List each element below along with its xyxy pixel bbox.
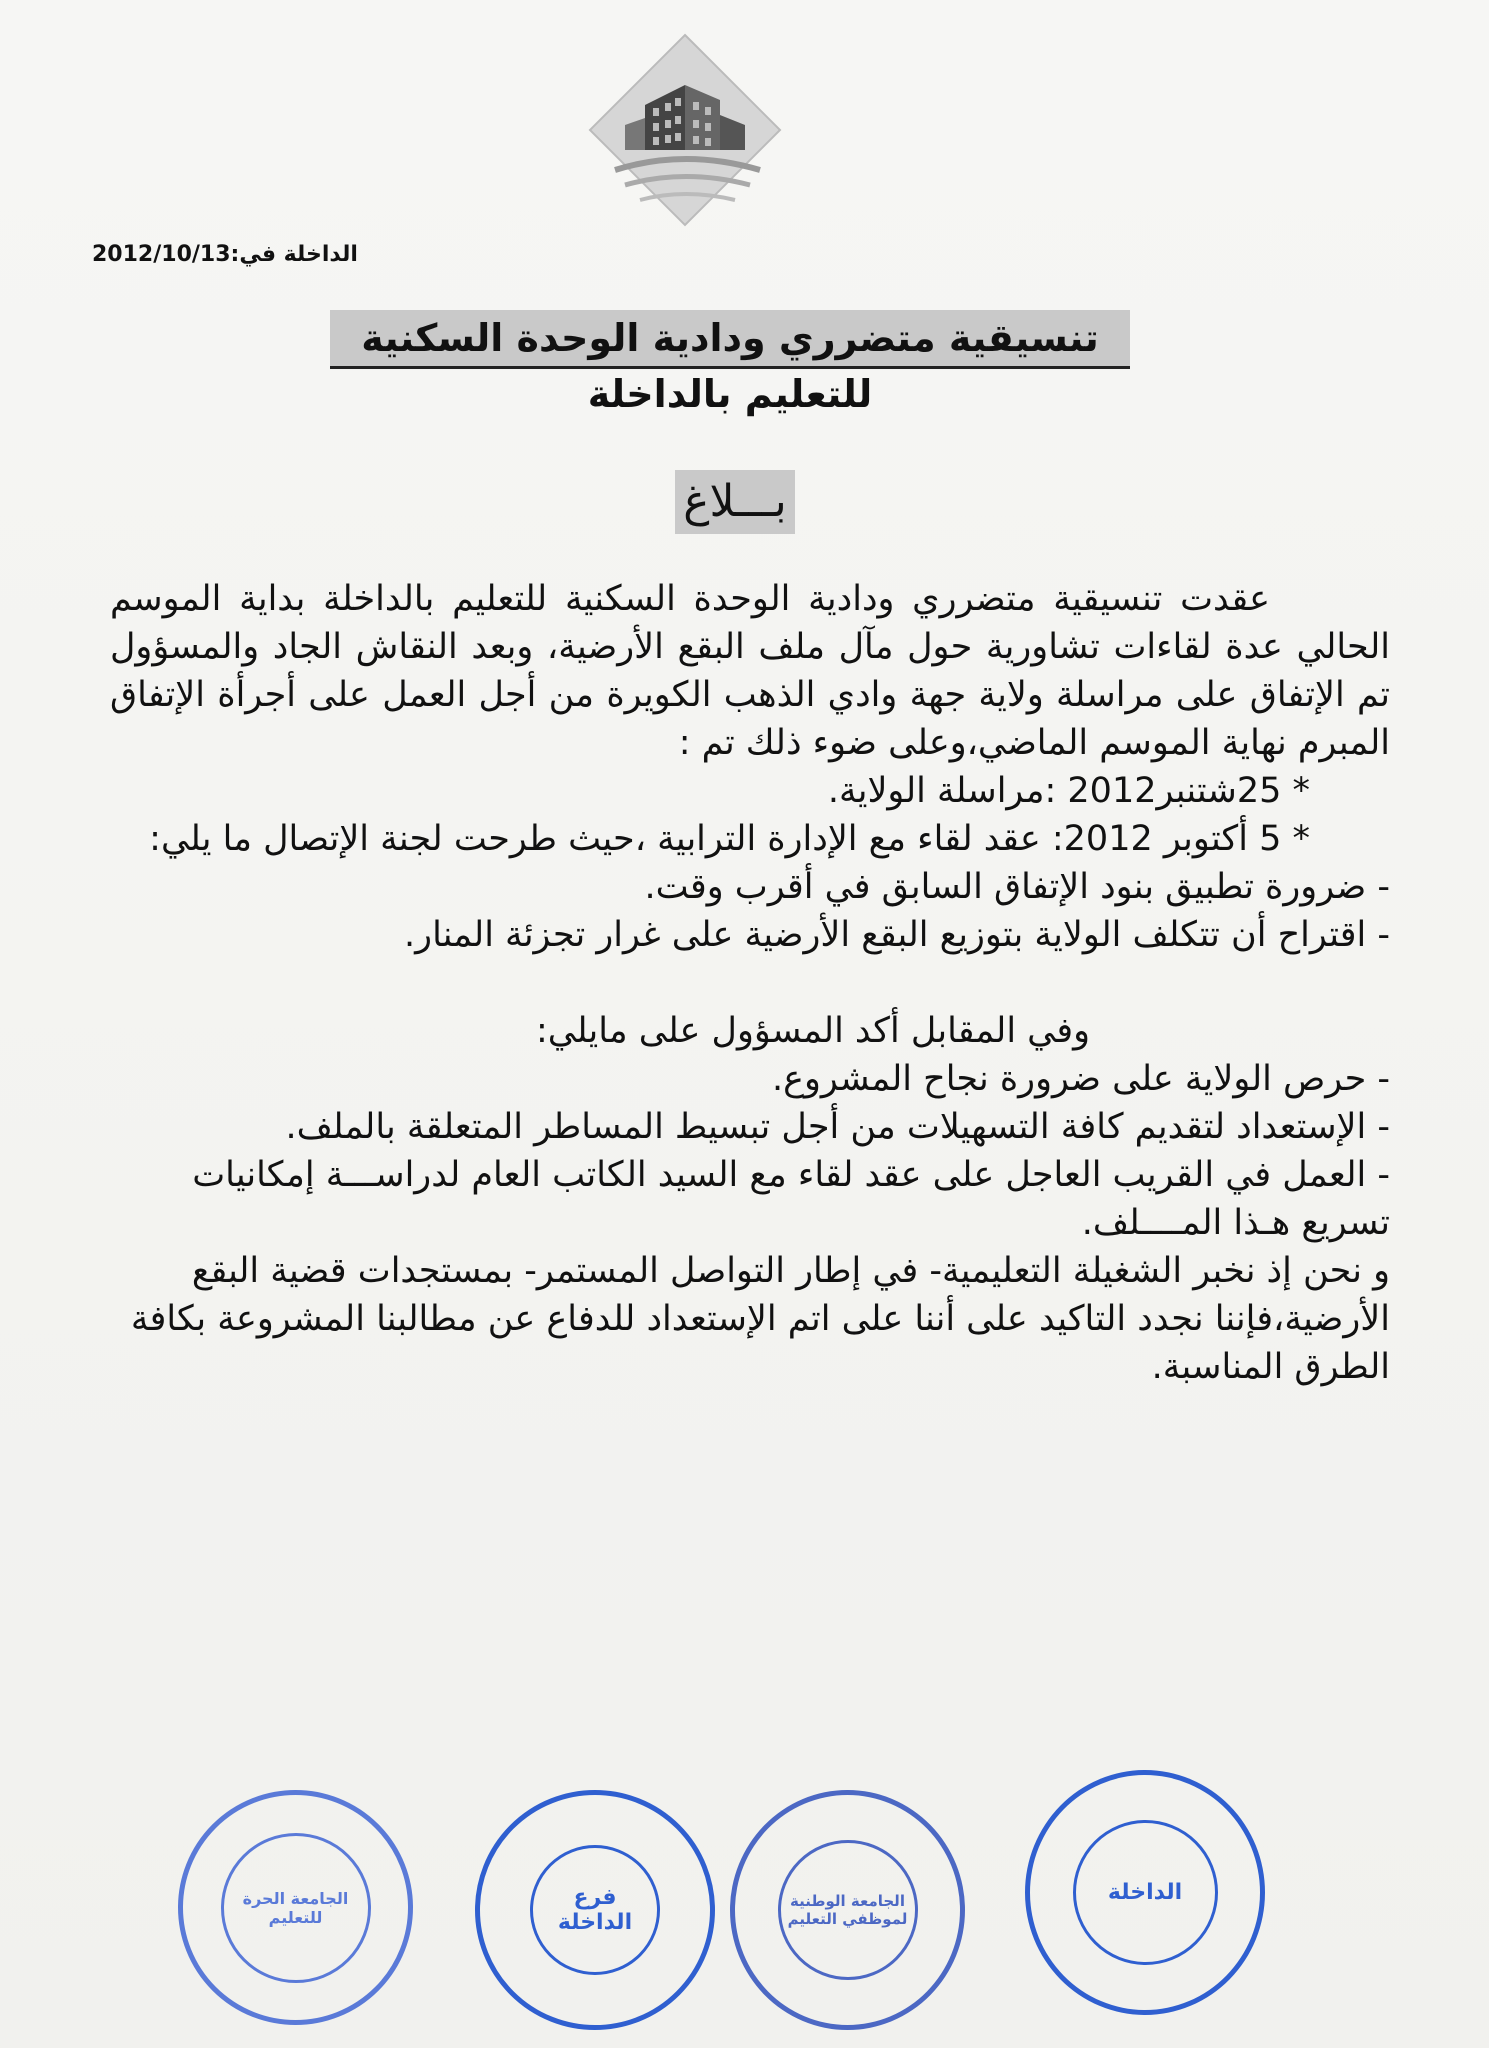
event-item: * 25شتنبر2012 :مراسلة الولاية. [827, 771, 1310, 811]
intro-paragraph: عقدت تنسيقية متضرري ودادية الوحدة السكنية للتعليم بالداخلة بداية الموسم الحالي عدة لقاءات تشاورية حول مآل ملف البقع الأرضية، وبعد النقاش الجاد والمسؤول تم الإتفاق على مراسلة ولاية جهة وادي الذهب الكويرة من أجل العمل على أجرأة الإتفاق المبرم نهاية الموسم الماضي،وعلى ضوء ذلك تم : [110, 579, 1390, 763]
list-item: - الإستعداد لتقديم كافة التسهيلات من أجل تبسيط المساطر المتعلقة بالملف. [285, 1107, 1390, 1147]
list-item: - العمل في القريب العاجل على عقد لقاء مع السيد الكاتب العام لدراســـة إمكانيات تسريع هـذا المــــلف. [192, 1155, 1390, 1243]
stamp-national-federation: الجامعة الوطنية لموظفي التعليم [730, 1790, 965, 2030]
event-item: * 5 أكتوبر 2012: عقد لقاء مع الإدارة الترابية ،حيث طرحت لجنة الإتصال ما يلي: [149, 819, 1310, 859]
stamp-dakhla-branch: فرع الداخلة [475, 1790, 715, 2030]
document-date: الداخلة في:2012/10/13 [92, 242, 358, 267]
organization-header: تنسيقية متضرري ودادية الوحدة السكنية للتعليم بالداخلة [330, 310, 1130, 369]
document-title: بـــلاغ [675, 470, 795, 534]
response-heading: وفي المقابل أكد المسؤول على مايلي: [535, 1011, 1090, 1051]
list-item: - حرص الولاية على ضرورة نجاح المشروع. [771, 1059, 1390, 1099]
list-item: - اقتراح أن تتكلف الولاية بتوزيع البقع الأرضية على غرار تجزئة المنار. [404, 915, 1390, 955]
list-item: - ضرورة تطبيق بنود الإتفاق السابق في أقرب وقت. [644, 867, 1390, 907]
building-logo-icon [585, 30, 785, 245]
stamp-free-federation: الجامعة الحرة للتعليم [178, 1790, 413, 2025]
stamp-democratic-organization: الداخلة [1025, 1770, 1265, 2015]
closing-paragraph: و نحن إذ نخبر الشغيلة التعليمية- في إطار التواصل المستمر- بمستجدات قضية البقع الأرضية،فإننا نجدد التاكيد على أننا على اتم الإستعداد للدفاع عن مطالبنا المشروعة بكافة الطرق المناسبة. [130, 1251, 1390, 1387]
document-body [110, 575, 1390, 1391]
